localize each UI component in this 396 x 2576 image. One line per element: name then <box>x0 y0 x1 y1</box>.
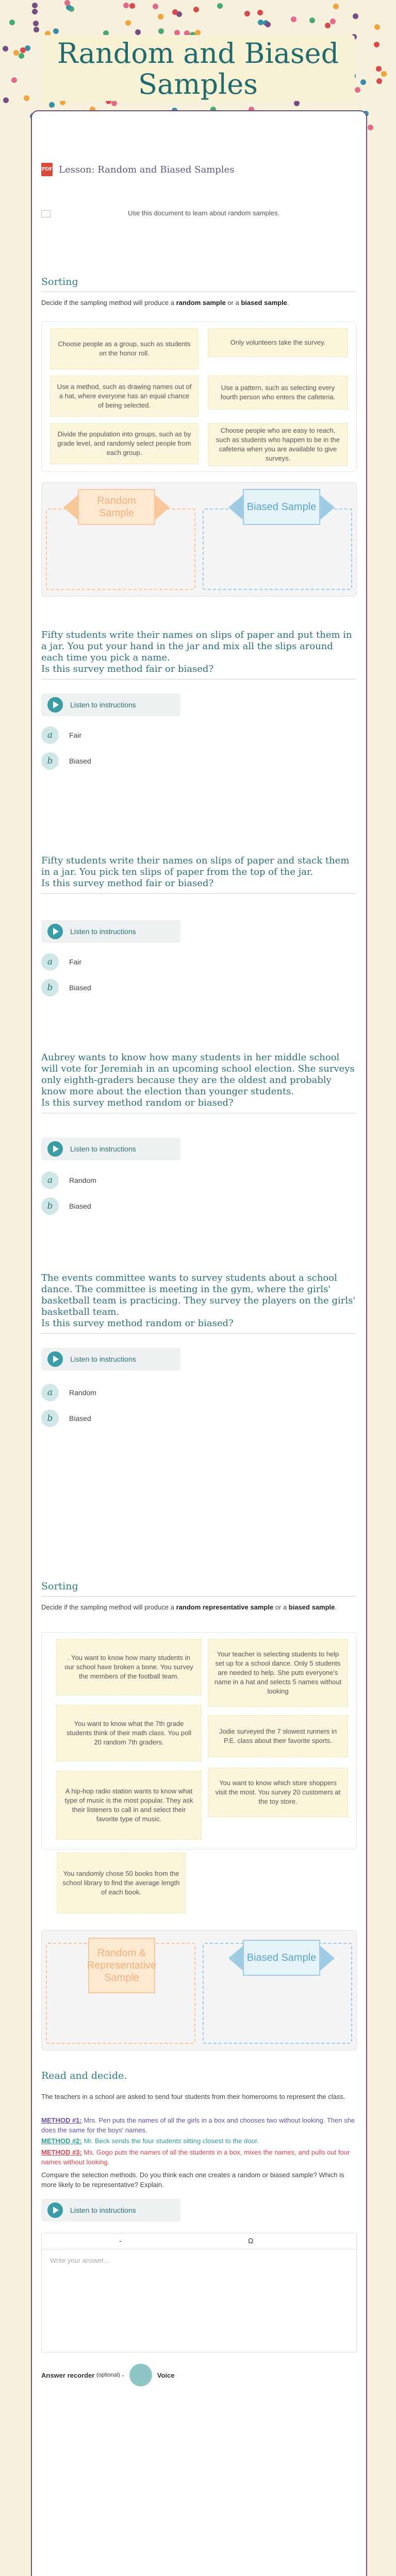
sort-cards-area-1 <box>41 321 357 472</box>
listen-button[interactable]: Listen to instructions <box>41 1138 180 1160</box>
option-letter: b <box>41 752 59 770</box>
option-letter: b <box>41 1197 59 1215</box>
image-icon <box>41 210 51 217</box>
lesson-title[interactable]: Lesson: Random and Biased Samples <box>59 164 235 175</box>
confetti-dot <box>217 3 223 9</box>
confetti-dot <box>330 19 336 24</box>
sorting-instruction-2: Decide if the sampling method will produce a random representative sample or a biased sample. <box>41 1603 337 1611</box>
confetti-dot <box>257 10 263 15</box>
intro-text: Use this document to learn about random samples. <box>128 209 280 217</box>
page-title: Random and Biased Samples <box>57 37 339 100</box>
option-letter: a <box>41 1384 59 1401</box>
option-letter: a <box>41 726 59 744</box>
sorting-instruction-1: Decide if the sampling method will produce a random sample or a biased sample. <box>41 299 289 307</box>
confetti-dot <box>9 20 15 25</box>
question-prompt: Is this survey method random or biased? <box>41 1318 356 1334</box>
confetti-dot <box>258 20 263 25</box>
sorting-heading-2: Sorting <box>41 1581 356 1597</box>
confetti-dot <box>381 71 387 77</box>
confetti-dot <box>32 9 38 14</box>
sort-bins-2 <box>41 1930 357 2050</box>
question-text: The events committee wants to survey students about a school dance. The committee is meeting in the gym, where the girls' basketball team is practicing. They survey the players on the girls' basketball team. <box>41 1273 356 1317</box>
confetti-dot <box>125 20 131 26</box>
confetti-dot <box>158 14 163 20</box>
confetti-dot <box>33 21 39 26</box>
play-icon <box>47 2202 63 2218</box>
editor-toolbar <box>42 2233 356 2249</box>
method-3: METHOD #3: Ms. Gogo puts the names of all the students in a box, mixes the names, and pulls out four names without looking. <box>41 2148 350 2166</box>
bin-label-biased: Biased Sample <box>243 489 320 525</box>
sort-card[interactable]: A hip-hop radio station wants to know what type of music is the most popular. They ask their listeners to call in and select their favorite type of music. <box>56 1771 202 1840</box>
question-prompt: Is this survey method fair or biased? <box>41 878 356 894</box>
confetti-dot <box>374 42 380 47</box>
confetti-dot <box>3 97 9 103</box>
answer-placeholder[interactable]: Write your answer... <box>50 2257 109 2264</box>
option-random[interactable]: a Random <box>41 1172 96 1189</box>
question-text: Fifty students write their names on slips of paper and put them in a jar. You put your hand in the jar and mix all the slips around each time you pick a name. <box>41 630 352 663</box>
confetti-dot <box>376 78 382 84</box>
confetti-dot <box>123 3 129 8</box>
confetti-dot <box>374 24 380 30</box>
option-random[interactable]: a Random <box>41 1384 96 1401</box>
record-button[interactable] <box>129 2364 152 2386</box>
question-text: Aubrey wants to know how many students in her middle school will vote for Jeremiah in an upcoming school election. She surveys only eighth-graders because they are the oldest and probably know more about the election than younger students. <box>41 1052 355 1097</box>
play-icon <box>47 697 63 713</box>
confetti-dot <box>309 18 315 23</box>
sort-card[interactable]: Divide the population into groups, such as by grade level, and randomly select people from each group. <box>50 423 199 464</box>
confetti-dot <box>64 0 70 6</box>
lesson-attachment[interactable] <box>41 163 234 176</box>
sort-card[interactable]: Choose people as a group, such as students on the honor roll. <box>50 328 199 369</box>
sort-card[interactable]: Jodie surveyed the 7 slowest runners in P.E. class about their favorite sports. <box>208 1715 348 1757</box>
question-4 <box>41 1273 356 1334</box>
option-fair[interactable]: a Fair <box>41 726 81 744</box>
option-biased[interactable]: b Biased <box>41 979 91 996</box>
confetti-dot <box>34 27 39 32</box>
sort-card[interactable]: . You want to know how many students in our school have broken a bone. You survey the members of the football team. <box>56 1639 202 1696</box>
confetti-dot <box>193 7 199 12</box>
read-heading: Read and decide. <box>41 2070 127 2081</box>
play-icon <box>47 1351 63 1367</box>
worksheet-card <box>31 110 367 2576</box>
read-question: Compare the selection methods. Do you think each one creates a random or biased sample? Which is more likely to be representative? Explain. <box>41 2171 344 2189</box>
confetti-dot <box>19 53 24 59</box>
listen-button[interactable]: Listen to instructions <box>41 693 180 716</box>
confetti-dot <box>24 95 29 101</box>
question-3 <box>41 1052 356 1113</box>
option-letter: b <box>41 1410 59 1427</box>
option-letter: a <box>41 1172 59 1189</box>
question-2 <box>41 855 356 894</box>
confetti-dot <box>172 9 178 15</box>
option-fair[interactable]: a Fair <box>41 953 81 971</box>
confetti-dot <box>360 79 366 85</box>
question-1 <box>41 630 356 680</box>
listen-button[interactable]: Listen to instructions <box>41 2199 180 2222</box>
sort-card[interactable]: Only volunteers take the survey. <box>208 328 348 357</box>
bin-label-random: Random Sample <box>78 489 155 525</box>
confetti-dot <box>244 11 250 16</box>
confetti-dot <box>111 100 117 106</box>
sort-card[interactable]: Your teacher is selecting students to help set up for a school dance. Only 5 students are needed to help. She puts everyone's name in a hat and selects 5 names without looking <box>208 1639 348 1707</box>
confetti-dot <box>53 28 59 34</box>
listen-button[interactable]: Listen to instructions <box>41 920 180 943</box>
sort-card[interactable]: You want to know what the 7th grade students think of their math class. You poll 20 random 7th graders. <box>56 1705 202 1761</box>
option-biased[interactable]: b Biased <box>41 1197 91 1215</box>
confetti-dot <box>353 13 358 19</box>
confetti-dot <box>49 102 55 108</box>
confetti-dot <box>11 77 17 83</box>
question-prompt: Is this survey method random or biased? <box>41 1097 356 1113</box>
confetti-dot <box>333 4 339 9</box>
confetti-dot <box>291 16 296 22</box>
bin-label-random-representative: Random & Representative Sample <box>88 1938 155 1993</box>
sort-card[interactable]: You want to know which store shoppers visit the most. You survey 20 customers at the toy store. <box>208 1768 348 1817</box>
pdf-icon: PDF <box>41 163 53 176</box>
sorting-heading-1: Sorting <box>41 276 356 292</box>
title-banner <box>41 35 355 101</box>
confetti-dot <box>265 22 271 27</box>
confetti-dot <box>376 66 382 72</box>
answer-recorder: Answer recorder (optional) - Voice <box>41 2364 175 2386</box>
voice-label: Voice <box>157 2371 175 2379</box>
method-1: METHOD #1: Mrs. Pen puts the names of all the girls in a box and chooses two without looking. Then she does the same for the boys' names. <box>41 2116 355 2134</box>
question-text: Fifty students write their names on slips of paper and stack them in a jar. You pick ten slips of paper from the top of the jar. <box>41 855 350 877</box>
option-biased[interactable]: b Biased <box>41 752 91 770</box>
confetti-dot <box>129 3 135 9</box>
bin-label-biased: Biased Sample <box>243 1940 320 1976</box>
read-intro: The teachers in a school are asked to send four students from their homerooms to represent the class. <box>41 2093 345 2100</box>
confetti-dot <box>13 50 19 56</box>
listen-button[interactable]: Listen to instructions <box>41 1348 180 1370</box>
confetti-dot <box>153 4 158 9</box>
subscript-button[interactable]: - <box>119 2236 122 2245</box>
confetti-dot <box>32 3 38 8</box>
sort-bins-1 <box>41 482 357 597</box>
confetti-dot <box>20 47 26 53</box>
question-prompt: Is this survey method fair or biased? <box>41 664 356 680</box>
method-2: METHOD #2: Mr. Beck sends the four students sitting closest to the door. <box>41 2137 259 2145</box>
confetti-dot <box>368 125 373 130</box>
sort-cards-area-2 <box>41 1632 357 1850</box>
play-icon <box>47 1141 63 1157</box>
special-char-button[interactable]: Ω <box>248 2236 254 2245</box>
sort-card[interactable]: You randomly chose 50 books from the school library to find the average length of each book. <box>57 1853 186 1913</box>
sort-card[interactable]: Use a method, such as drawing names out of a hat, where everyone has an equal chance of being selected. <box>50 376 199 417</box>
option-letter: b <box>41 979 59 996</box>
intro-row <box>41 209 356 217</box>
confetti-dot <box>135 29 141 35</box>
option-letter: a <box>41 953 59 971</box>
play-icon <box>47 924 63 939</box>
sort-card[interactable]: Choose people who are easy to reach, such as students who happen to be in the cafeteria when you are available to give surveys. <box>208 423 348 466</box>
sort-card[interactable]: Use a pattern, such as selecting every fourth person who enters the cafeteria. <box>208 376 348 410</box>
confetti-dot <box>158 28 164 34</box>
confetti-dot <box>325 23 331 28</box>
confetti-dot <box>355 87 360 93</box>
confetti-dot <box>294 100 300 106</box>
confetti-dot <box>3 46 8 52</box>
answer-editor[interactable] <box>41 2233 357 2352</box>
option-biased[interactable]: b Biased <box>41 1410 91 1427</box>
